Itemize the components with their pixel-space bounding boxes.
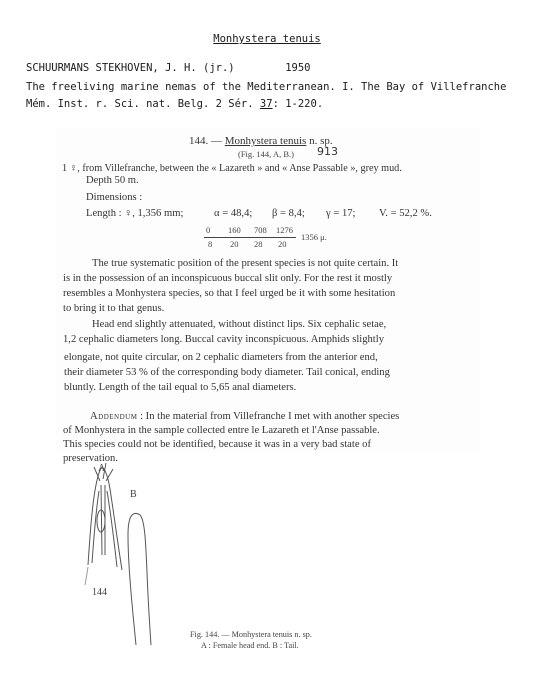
addendum-line: [90, 411, 399, 422]
handwritten-number: 913: [317, 145, 338, 158]
authors: SCHUURMANS STEKHOVEN, J. H. (jr.): [26, 62, 235, 74]
volume: 37: [259, 98, 273, 110]
figure-label-a: A: [98, 463, 106, 474]
formula-top-1: 160: [228, 225, 241, 235]
locality-line: 1 ♀, from Villefranche, between the « Lazareth » and « Anse Passable », grey mud.: [62, 163, 402, 174]
dimensions-label: Dimensions :: [86, 192, 143, 203]
figure-caption-line2: A : Female head end. B : Tail.: [201, 641, 299, 650]
journal-name: Mém. Inst. r. Sci. nat. Belg. 2 Sér.: [26, 98, 260, 110]
figure-label-b: B: [130, 489, 137, 500]
figure-caption-line1: Fig. 144. — Monhystera tenuis n. sp.: [190, 630, 312, 639]
para2-line: Head end slightly attenuated, without distinct lips. Six cephalic setae,: [92, 319, 387, 330]
para2-line: their diameter 53 % of the corresponding body diameter. Tail conical, ending: [64, 367, 390, 378]
para1-line: is in the possession of an inconspicuous buccal slit only. For the rest it mostly: [63, 273, 393, 284]
gamma-value: γ = 17;: [326, 208, 356, 219]
publication-title: The freeliving marine nemas of the Mediterranean. I. The Bay of Villefranche: [26, 81, 507, 93]
year: 1950: [285, 62, 311, 74]
journal-line: [26, 98, 323, 110]
heading-species: Monhystera tenuis: [224, 135, 307, 147]
length-value: Length : ♀, 1,356 mm;: [86, 208, 184, 219]
addendum-label: Addendum: [90, 411, 138, 422]
formula-top-2: 708: [254, 225, 267, 235]
addendum-line: This species could not be identified, because it was in a very bad state of: [63, 439, 372, 450]
nematode-figure: [80, 455, 180, 655]
pages: : 1-220.: [272, 98, 324, 110]
addendum-line: of Monhystera in the sample collected entre le Lazareth et l'Anse passable.: [63, 425, 380, 436]
figure-reference: (Fig. 144, A, B.): [238, 149, 294, 159]
formula-rule: [204, 237, 296, 238]
formula-top-0: 0: [206, 225, 211, 235]
formula-bottom-3: 20: [278, 239, 287, 249]
para2-line: bluntly. Length of the tail equal to 5,65 anal diameters.: [64, 382, 297, 393]
card-title: Monhystera tenuis: [213, 33, 321, 45]
para1-line: resembles a Monhystera species, so that I feel urged be it with some hesitation: [63, 288, 396, 299]
head-end-drawing-a: [85, 463, 122, 585]
para2-line: 1,2 cephalic diameters long. Buccal cavity inconspicuous. Amphids slightly: [63, 334, 384, 345]
vulva-value: V. = 52,2 %.: [379, 208, 432, 219]
tail-drawing-b: [128, 513, 151, 645]
alpha-value: α = 48,4;: [214, 208, 253, 219]
formula-bottom-0: 8: [208, 239, 213, 249]
heading-suffix: n. sp.: [306, 135, 333, 147]
figure-number: 144: [92, 587, 107, 598]
heading-number: 144. —: [189, 135, 225, 147]
para2-line: elongate, not quite circular, on 2 cephalic diameters from the anterior end,: [64, 352, 378, 363]
author-line: [26, 62, 311, 74]
para1-line: to bring it to that genus.: [63, 303, 165, 314]
formula-bottom-2: 28: [254, 239, 263, 249]
formula-total: 1356 μ.: [301, 232, 327, 242]
para1-line: The true systematic position of the present species is not quite certain. It: [92, 258, 399, 269]
addendum-text: : In the material from Villefranche I met with another species: [137, 411, 400, 422]
depth-line: Depth 50 m.: [86, 175, 139, 186]
formula-top-3: 1276: [276, 225, 293, 235]
formula-bottom-1: 20: [230, 239, 239, 249]
text-clipping: [56, 128, 480, 464]
addendum-line: preservation.: [63, 453, 119, 464]
species-heading: [189, 135, 333, 147]
beta-value: β = 8,4;: [272, 208, 305, 219]
